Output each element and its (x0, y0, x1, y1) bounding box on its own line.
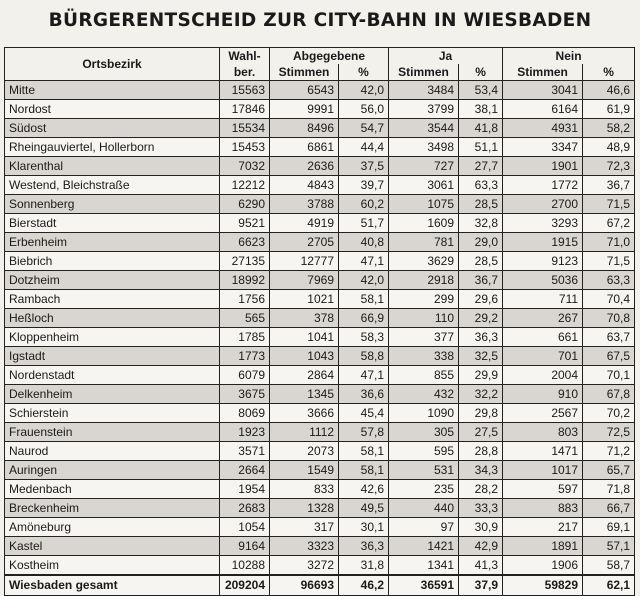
eligible-voters: 1785 (220, 328, 270, 347)
cast-votes: 2864 (270, 366, 339, 385)
yes-votes: 1609 (389, 214, 459, 233)
cast-percent: 30,1 (339, 518, 389, 537)
cast-votes: 8496 (270, 119, 339, 138)
header-voters-line2: ber. (220, 64, 270, 81)
yes-percent: 41,3 (459, 556, 503, 576)
cast-votes: 1112 (270, 423, 339, 442)
cast-percent: 42,0 (339, 81, 389, 100)
no-votes: 1906 (503, 556, 583, 576)
cast-percent: 45,4 (339, 404, 389, 423)
eligible-voters: 6290 (220, 195, 270, 214)
eligible-voters: 1054 (220, 518, 270, 537)
header-cast-percent: % (339, 64, 389, 81)
no-votes: 6164 (503, 100, 583, 119)
no-votes: 1471 (503, 442, 583, 461)
no-votes: 1891 (503, 537, 583, 556)
eligible-voters: 18992 (220, 271, 270, 290)
cast-votes: 7969 (270, 271, 339, 290)
no-percent: 71,0 (583, 233, 635, 252)
no-votes: 597 (503, 480, 583, 499)
cast-percent: 31,8 (339, 556, 389, 576)
yes-votes: 3799 (389, 100, 459, 119)
cast-percent: 60,2 (339, 195, 389, 214)
district-name: Dotzheim (5, 271, 220, 290)
total-voters: 209204 (220, 575, 270, 596)
header-yes: Ja (389, 48, 503, 65)
cast-votes: 6861 (270, 138, 339, 157)
yes-votes: 1421 (389, 537, 459, 556)
yes-votes: 595 (389, 442, 459, 461)
yes-votes: 377 (389, 328, 459, 347)
yes-percent: 30,9 (459, 518, 503, 537)
eligible-voters: 17846 (220, 100, 270, 119)
cast-percent: 58,1 (339, 442, 389, 461)
yes-votes: 3498 (389, 138, 459, 157)
district-name: Frauenstein (5, 423, 220, 442)
cast-percent: 66,9 (339, 309, 389, 328)
no-percent: 36,7 (583, 176, 635, 195)
no-votes: 2700 (503, 195, 583, 214)
table-row (5, 176, 635, 195)
eligible-voters: 10288 (220, 556, 270, 576)
cast-votes: 1345 (270, 385, 339, 404)
cast-percent: 57,8 (339, 423, 389, 442)
cast-percent: 37,5 (339, 157, 389, 176)
yes-percent: 29,8 (459, 404, 503, 423)
district-name: Naurod (5, 442, 220, 461)
table-row (5, 138, 635, 157)
yes-votes: 299 (389, 290, 459, 309)
cast-votes: 833 (270, 480, 339, 499)
cast-votes: 2705 (270, 233, 339, 252)
cast-percent: 58,8 (339, 347, 389, 366)
header-no-votes: Stimmen (503, 64, 583, 81)
cast-percent: 42,0 (339, 271, 389, 290)
table-row (5, 214, 635, 233)
yes-votes: 440 (389, 499, 459, 518)
cast-percent: 36,6 (339, 385, 389, 404)
district-name: Schierstein (5, 404, 220, 423)
cast-votes: 1549 (270, 461, 339, 480)
no-votes: 4931 (503, 119, 583, 138)
cast-percent: 51,7 (339, 214, 389, 233)
table-row (5, 271, 635, 290)
district-name: Mitte (5, 81, 220, 100)
no-percent: 57,1 (583, 537, 635, 556)
eligible-voters: 3675 (220, 385, 270, 404)
eligible-voters: 1756 (220, 290, 270, 309)
total-yes: 36591 (389, 575, 459, 596)
no-votes: 711 (503, 290, 583, 309)
eligible-voters: 1923 (220, 423, 270, 442)
eligible-voters: 9164 (220, 537, 270, 556)
cast-percent: 49,5 (339, 499, 389, 518)
cast-votes: 2073 (270, 442, 339, 461)
no-votes: 3041 (503, 81, 583, 100)
table-row (5, 119, 635, 138)
cast-votes: 3666 (270, 404, 339, 423)
eligible-voters: 565 (220, 309, 270, 328)
yes-votes: 110 (389, 309, 459, 328)
no-votes: 883 (503, 499, 583, 518)
yes-votes: 727 (389, 157, 459, 176)
district-name: Nordenstadt (5, 366, 220, 385)
yes-percent: 27,7 (459, 157, 503, 176)
cast-percent: 54,7 (339, 119, 389, 138)
no-votes: 3347 (503, 138, 583, 157)
yes-votes: 1090 (389, 404, 459, 423)
cast-votes: 1041 (270, 328, 339, 347)
district-name: Kloppenheim (5, 328, 220, 347)
no-votes: 1915 (503, 233, 583, 252)
cast-percent: 56,0 (339, 100, 389, 119)
yes-votes: 338 (389, 347, 459, 366)
no-percent: 61,9 (583, 100, 635, 119)
table-row (5, 537, 635, 556)
header-cast-votes: Stimmen (270, 64, 339, 81)
eligible-voters: 15534 (220, 119, 270, 138)
yes-percent: 29,6 (459, 290, 503, 309)
no-percent: 72,3 (583, 157, 635, 176)
header-voters-line1: Wahl- (220, 48, 270, 65)
cast-percent: 40,8 (339, 233, 389, 252)
total-cast-percent: 46,2 (339, 575, 389, 596)
table-row (5, 480, 635, 499)
no-percent: 71,5 (583, 195, 635, 214)
yes-votes: 305 (389, 423, 459, 442)
cast-votes: 6543 (270, 81, 339, 100)
yes-percent: 34,3 (459, 461, 503, 480)
district-name: Biebrich (5, 252, 220, 271)
eligible-voters: 12212 (220, 176, 270, 195)
eligible-voters: 1954 (220, 480, 270, 499)
no-percent: 46,6 (583, 81, 635, 100)
yes-votes: 855 (389, 366, 459, 385)
yes-percent: 32,8 (459, 214, 503, 233)
yes-percent: 51,1 (459, 138, 503, 157)
table-row (5, 252, 635, 271)
no-votes: 217 (503, 518, 583, 537)
table-row (5, 556, 635, 576)
yes-votes: 3544 (389, 119, 459, 138)
yes-votes: 97 (389, 518, 459, 537)
table-row (5, 195, 635, 214)
district-name: Medenbach (5, 480, 220, 499)
yes-votes: 2918 (389, 271, 459, 290)
table-row (5, 404, 635, 423)
table-row (5, 518, 635, 537)
no-percent: 71,5 (583, 252, 635, 271)
table-row (5, 385, 635, 404)
district-name: Bierstadt (5, 214, 220, 233)
yes-percent: 27,5 (459, 423, 503, 442)
district-name: Amöneburg (5, 518, 220, 537)
no-votes: 3293 (503, 214, 583, 233)
eligible-voters: 7032 (220, 157, 270, 176)
eligible-voters: 2683 (220, 499, 270, 518)
table-row (5, 328, 635, 347)
no-votes: 701 (503, 347, 583, 366)
yes-percent: 36,3 (459, 328, 503, 347)
district-name: Sonnenberg (5, 195, 220, 214)
district-name: Delkenheim (5, 385, 220, 404)
cast-percent: 58,3 (339, 328, 389, 347)
district-name: Kostheim (5, 556, 220, 576)
eligible-voters: 2664 (220, 461, 270, 480)
yes-percent: 28,8 (459, 442, 503, 461)
yes-percent: 28,2 (459, 480, 503, 499)
district-name: Klarenthal (5, 157, 220, 176)
cast-votes: 4843 (270, 176, 339, 195)
district-name: Nordost (5, 100, 220, 119)
total-row (5, 575, 635, 596)
yes-percent: 42,9 (459, 537, 503, 556)
table-row (5, 461, 635, 480)
no-votes: 661 (503, 328, 583, 347)
table-row (5, 499, 635, 518)
yes-percent: 41,8 (459, 119, 503, 138)
yes-votes: 235 (389, 480, 459, 499)
cast-percent: 58,1 (339, 461, 389, 480)
header-cast: Abgegebene (270, 48, 389, 65)
total-no: 59829 (503, 575, 583, 596)
cast-votes: 1021 (270, 290, 339, 309)
table-row (5, 233, 635, 252)
no-percent: 67,8 (583, 385, 635, 404)
header-no: Nein (503, 48, 635, 65)
no-percent: 67,5 (583, 347, 635, 366)
eligible-voters: 9521 (220, 214, 270, 233)
no-percent: 70,1 (583, 366, 635, 385)
cast-votes: 3788 (270, 195, 339, 214)
eligible-voters: 6079 (220, 366, 270, 385)
no-percent: 58,7 (583, 556, 635, 576)
yes-percent: 32,2 (459, 385, 503, 404)
header-district: Ortsbezirk (5, 48, 220, 81)
no-votes: 9123 (503, 252, 583, 271)
district-name: Igstadt (5, 347, 220, 366)
page-title: BÜRGERENTSCHEID ZUR CITY-BAHN IN WIESBADEN (48, 10, 592, 31)
cast-votes: 3323 (270, 537, 339, 556)
eligible-voters: 15453 (220, 138, 270, 157)
no-percent: 72,5 (583, 423, 635, 442)
no-percent: 58,2 (583, 119, 635, 138)
no-votes: 1017 (503, 461, 583, 480)
no-percent: 67,2 (583, 214, 635, 233)
yes-votes: 1341 (389, 556, 459, 576)
district-name: Westend, Bleichstraße (5, 176, 220, 195)
no-votes: 2004 (503, 366, 583, 385)
cast-votes: 12777 (270, 252, 339, 271)
eligible-voters: 6623 (220, 233, 270, 252)
yes-votes: 531 (389, 461, 459, 480)
no-votes: 1901 (503, 157, 583, 176)
yes-votes: 781 (389, 233, 459, 252)
no-votes: 910 (503, 385, 583, 404)
no-votes: 803 (503, 423, 583, 442)
cast-votes: 1328 (270, 499, 339, 518)
cast-votes: 9991 (270, 100, 339, 119)
district-name: Rheingauviertel, Hollerborn (5, 138, 220, 157)
table-row (5, 81, 635, 100)
cast-percent: 36,3 (339, 537, 389, 556)
district-name: Südost (5, 119, 220, 138)
cast-votes: 317 (270, 518, 339, 537)
cast-votes: 4919 (270, 214, 339, 233)
no-percent: 70,2 (583, 404, 635, 423)
district-name: Auringen (5, 461, 220, 480)
cast-percent: 58,1 (339, 290, 389, 309)
no-percent: 71,2 (583, 442, 635, 461)
cast-percent: 47,1 (339, 366, 389, 385)
yes-votes: 432 (389, 385, 459, 404)
yes-votes: 3061 (389, 176, 459, 195)
no-votes: 267 (503, 309, 583, 328)
table-row (5, 423, 635, 442)
cast-votes: 378 (270, 309, 339, 328)
header-yes-percent: % (459, 64, 503, 81)
total-yes-percent: 37,9 (459, 575, 503, 596)
eligible-voters: 1773 (220, 347, 270, 366)
cast-percent: 44,4 (339, 138, 389, 157)
yes-percent: 29,9 (459, 366, 503, 385)
yes-percent: 53,4 (459, 81, 503, 100)
no-percent: 63,3 (583, 271, 635, 290)
district-name: Erbenheim (5, 233, 220, 252)
yes-percent: 36,7 (459, 271, 503, 290)
table-row (5, 347, 635, 366)
no-percent: 70,8 (583, 309, 635, 328)
no-percent: 66,7 (583, 499, 635, 518)
district-name: Breckenheim (5, 499, 220, 518)
results-table (4, 47, 635, 596)
cast-percent: 39,7 (339, 176, 389, 195)
no-percent: 65,7 (583, 461, 635, 480)
eligible-voters: 3571 (220, 442, 270, 461)
yes-percent: 33,3 (459, 499, 503, 518)
yes-votes: 1075 (389, 195, 459, 214)
no-percent: 70,4 (583, 290, 635, 309)
no-votes: 2567 (503, 404, 583, 423)
no-percent: 69,1 (583, 518, 635, 537)
header-yes-votes: Stimmen (389, 64, 459, 81)
table-row (5, 157, 635, 176)
eligible-voters: 8069 (220, 404, 270, 423)
yes-percent: 28,5 (459, 195, 503, 214)
cast-votes: 2636 (270, 157, 339, 176)
no-votes: 5036 (503, 271, 583, 290)
cast-percent: 42,6 (339, 480, 389, 499)
no-percent: 71,8 (583, 480, 635, 499)
cast-votes: 3272 (270, 556, 339, 576)
district-name: Heßloch (5, 309, 220, 328)
header-no-percent: % (583, 64, 635, 81)
yes-votes: 3484 (389, 81, 459, 100)
total-cast: 96693 (270, 575, 339, 596)
district-name: Rambach (5, 290, 220, 309)
district-name: Kastel (5, 537, 220, 556)
no-votes: 1772 (503, 176, 583, 195)
total-no-percent: 62,1 (583, 575, 635, 596)
table-row (5, 442, 635, 461)
eligible-voters: 27135 (220, 252, 270, 271)
cast-percent: 47,1 (339, 252, 389, 271)
table-row (5, 366, 635, 385)
yes-percent: 28,5 (459, 252, 503, 271)
yes-percent: 29,0 (459, 233, 503, 252)
total-name: Wiesbaden gesamt (5, 575, 220, 596)
yes-percent: 63,3 (459, 176, 503, 195)
no-percent: 48,9 (583, 138, 635, 157)
yes-percent: 29,2 (459, 309, 503, 328)
table-row (5, 309, 635, 328)
cast-votes: 1043 (270, 347, 339, 366)
yes-percent: 38,1 (459, 100, 503, 119)
yes-percent: 32,5 (459, 347, 503, 366)
table-row (5, 100, 635, 119)
eligible-voters: 15563 (220, 81, 270, 100)
no-percent: 63,7 (583, 328, 635, 347)
table-row (5, 290, 635, 309)
yes-votes: 3629 (389, 252, 459, 271)
